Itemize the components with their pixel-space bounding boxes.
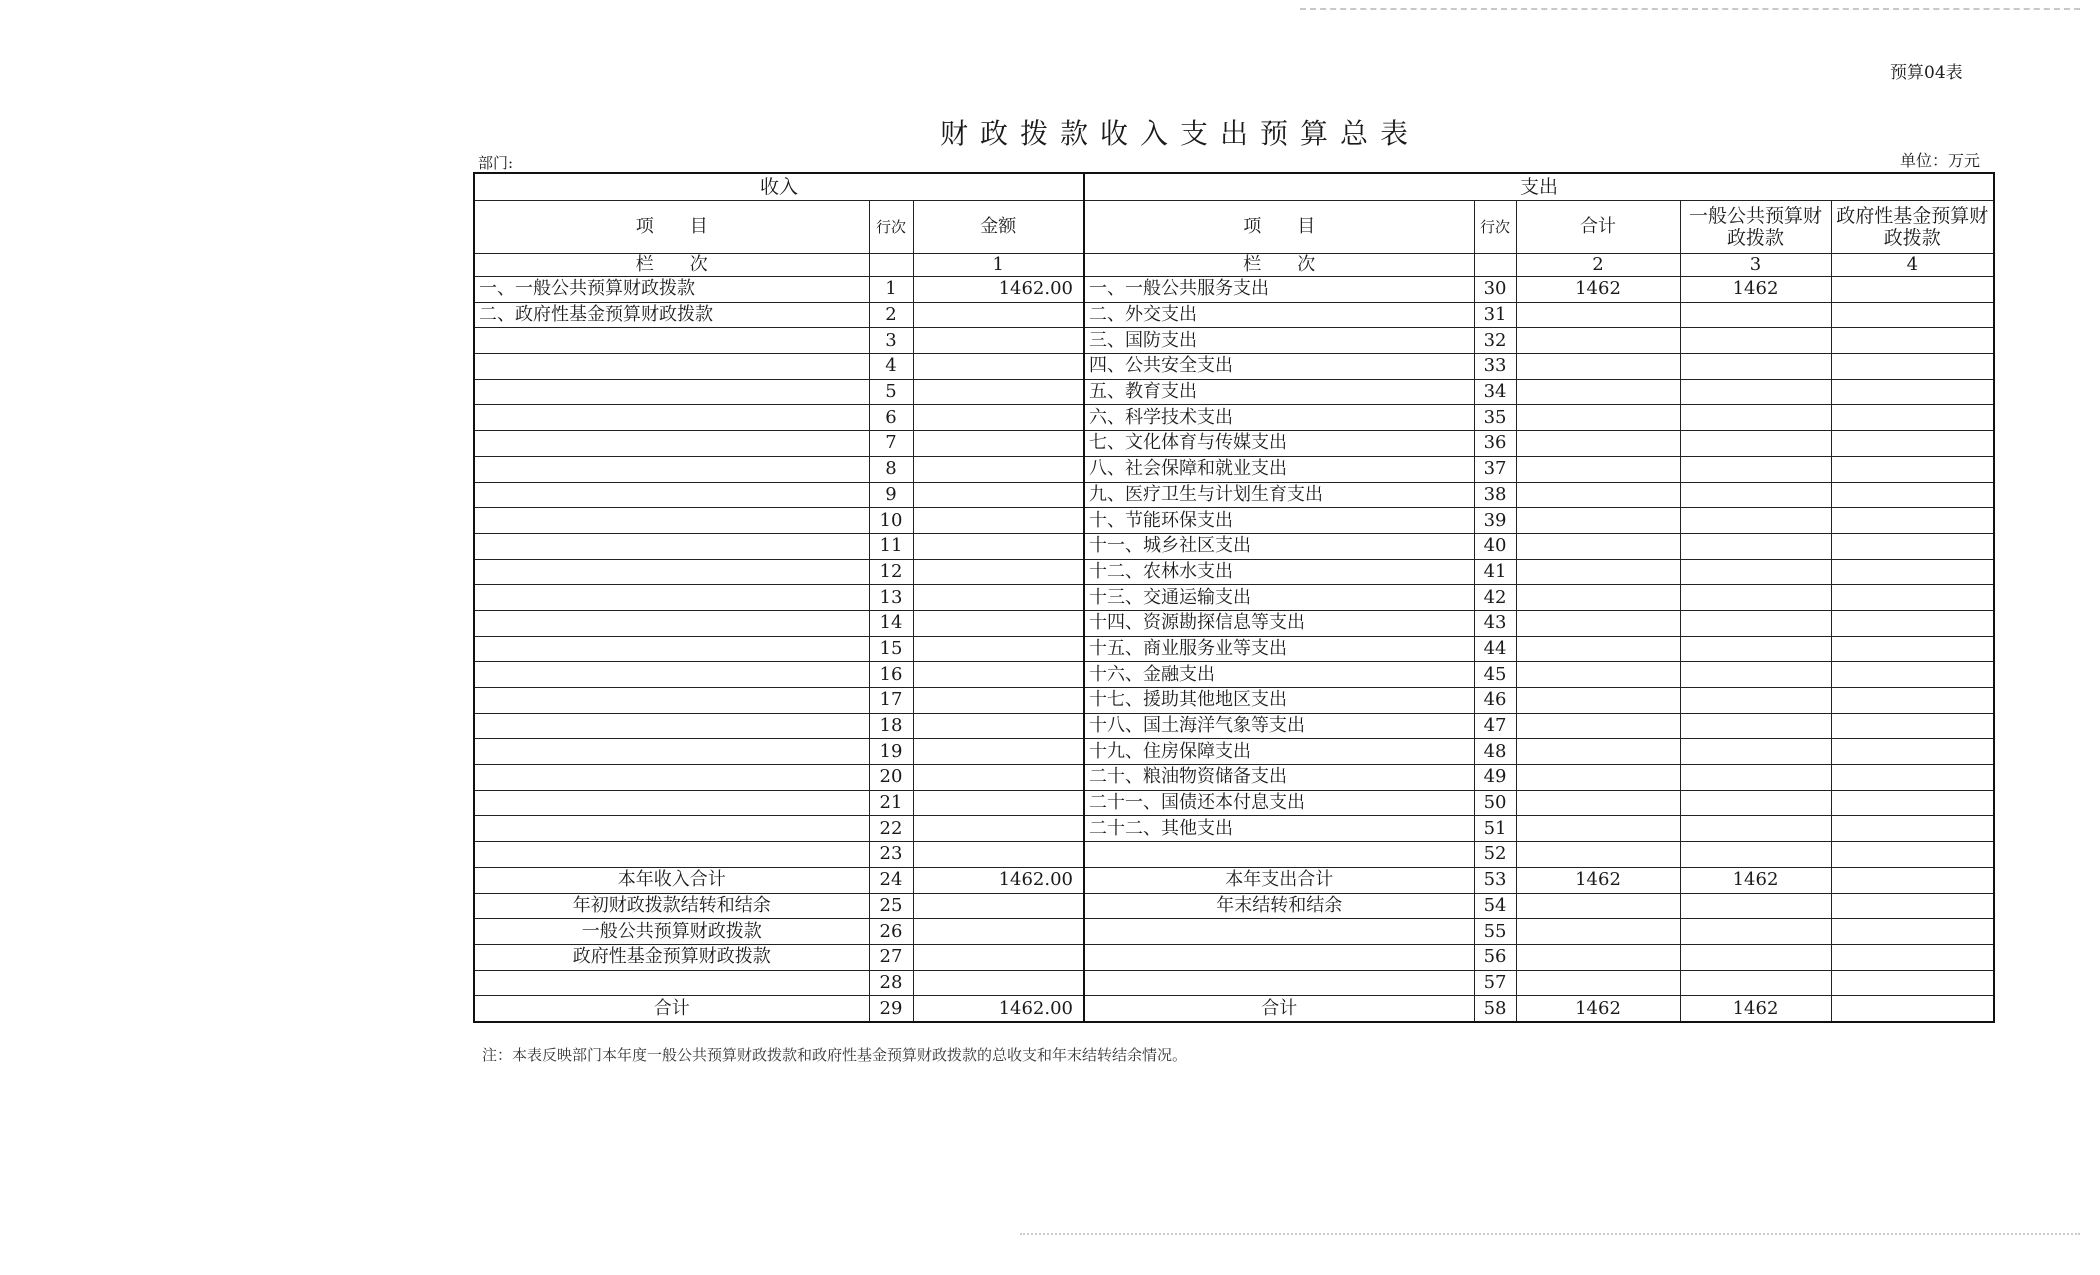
income-row-no-cell: 16 — [869, 662, 913, 688]
summary-row — [474, 893, 1994, 919]
income-item-cell — [474, 559, 869, 585]
income-row-no-cell: 20 — [869, 765, 913, 791]
general-budget-cell — [1680, 739, 1831, 765]
fund-budget-cell — [1831, 559, 1994, 585]
income-item-cell — [474, 354, 869, 380]
table-row — [474, 405, 1994, 431]
table-row — [474, 790, 1994, 816]
expense-row-no-cell: 51 — [1474, 816, 1516, 842]
income-amount-cell — [913, 636, 1084, 662]
footnote: 注：本表反映部门本年度一般公共预算财政拨款和政府性基金预算财政拨款的总收支和年末结转结余情况。 — [482, 1046, 1188, 1064]
expense-item-cell: 二、外交支出 — [1084, 302, 1474, 328]
fund-budget-cell — [1831, 636, 1994, 662]
expense-row-no-cell: 57 — [1474, 970, 1516, 996]
scan-edge-top — [1300, 8, 2080, 10]
expense-item-cell — [1084, 842, 1474, 868]
total-cell — [1516, 893, 1680, 919]
total-cell — [1516, 328, 1680, 354]
income-amount-cell — [913, 405, 1084, 431]
income-item-cell — [474, 816, 869, 842]
total-cell — [1516, 379, 1680, 405]
table-row — [474, 842, 1994, 868]
general-budget-cell — [1680, 816, 1831, 842]
expense-item-cell: 十、节能环保支出 — [1084, 508, 1474, 534]
expense-row-no-cell: 40 — [1474, 533, 1516, 559]
total-cell — [1516, 585, 1680, 611]
income-item-cell: 一般公共预算财政拨款 — [474, 919, 869, 945]
table-row — [474, 585, 1994, 611]
expense-row-no-cell: 31 — [1474, 302, 1516, 328]
income-amount-cell — [913, 893, 1084, 919]
fund-budget-cell — [1831, 893, 1994, 919]
total-cell — [1516, 636, 1680, 662]
total-cell: 1462 — [1516, 867, 1680, 893]
general-budget-cell — [1680, 944, 1831, 970]
expense-row-no-cell: 43 — [1474, 610, 1516, 636]
general-budget-cell — [1680, 688, 1831, 714]
expense-item-cell: 十五、商业服务业等支出 — [1084, 636, 1474, 662]
income-item-cell — [474, 405, 869, 431]
table-row — [474, 302, 1994, 328]
general-budget-cell — [1680, 328, 1831, 354]
table-row — [474, 431, 1994, 457]
table-row — [474, 508, 1994, 534]
fund-budget-cell — [1831, 302, 1994, 328]
income-row-no-cell: 17 — [869, 688, 913, 714]
expense-item-cell — [1084, 970, 1474, 996]
expense-item-cell: 本年支出合计 — [1084, 867, 1474, 893]
colnum-label-income: 栏 次 — [474, 254, 869, 277]
income-amount-cell — [913, 354, 1084, 380]
total-cell — [1516, 688, 1680, 714]
income-row-no-cell: 28 — [869, 970, 913, 996]
table-row — [474, 354, 1994, 380]
income-row-no-cell: 5 — [869, 379, 913, 405]
expense-item-cell: 年末结转和结余 — [1084, 893, 1474, 919]
expense-item-cell: 合计 — [1084, 996, 1474, 1022]
general-budget-cell — [1680, 610, 1831, 636]
table-row — [474, 379, 1994, 405]
general-budget-cell — [1680, 790, 1831, 816]
summary-row — [474, 996, 1994, 1022]
income-row-no-cell: 27 — [869, 944, 913, 970]
income-row-no-cell: 7 — [869, 431, 913, 457]
total-cell — [1516, 431, 1680, 457]
total-cell — [1516, 790, 1680, 816]
income-item-cell — [474, 482, 869, 508]
general-budget-cell — [1680, 713, 1831, 739]
expense-row-no-cell: 54 — [1474, 893, 1516, 919]
income-item-cell: 二、政府性基金预算财政拨款 — [474, 302, 869, 328]
general-budget-cell — [1680, 636, 1831, 662]
general-budget-cell — [1680, 431, 1831, 457]
general-budget-cell: 1462 — [1680, 867, 1831, 893]
table-row — [474, 277, 1994, 303]
income-amount-cell — [913, 970, 1084, 996]
income-row-no-cell: 1 — [869, 277, 913, 303]
expense-row-no-cell: 58 — [1474, 996, 1516, 1022]
expense-item-cell: 三、国防支出 — [1084, 328, 1474, 354]
col-fund-budget: 政府性基金预算财政拨款 — [1831, 201, 1994, 254]
income-item-cell — [474, 970, 869, 996]
fund-budget-cell — [1831, 867, 1994, 893]
table-row — [474, 816, 1994, 842]
table-row — [474, 328, 1994, 354]
fund-budget-cell — [1831, 610, 1994, 636]
income-amount-cell — [913, 662, 1084, 688]
fund-budget-cell — [1831, 585, 1994, 611]
colnum-blank-expense — [1474, 254, 1516, 277]
income-amount-cell: 1462.00 — [913, 996, 1084, 1022]
income-amount-cell — [913, 431, 1084, 457]
fund-budget-cell — [1831, 662, 1994, 688]
expense-item-cell: 二十二、其他支出 — [1084, 816, 1474, 842]
general-budget-cell — [1680, 893, 1831, 919]
expense-item-cell: 十三、交通运输支出 — [1084, 585, 1474, 611]
income-row-no-cell: 18 — [869, 713, 913, 739]
expense-item-cell — [1084, 919, 1474, 945]
fund-budget-cell — [1831, 713, 1994, 739]
income-row-no-cell: 13 — [869, 585, 913, 611]
expense-row-no-cell: 33 — [1474, 354, 1516, 380]
fund-budget-cell — [1831, 379, 1994, 405]
income-row-no-cell: 26 — [869, 919, 913, 945]
general-budget-cell — [1680, 405, 1831, 431]
income-item-cell — [474, 842, 869, 868]
table-row — [474, 636, 1994, 662]
total-cell — [1516, 816, 1680, 842]
total-cell — [1516, 662, 1680, 688]
income-amount-cell — [913, 585, 1084, 611]
income-amount-cell — [913, 688, 1084, 714]
income-item-cell — [474, 379, 869, 405]
income-row-no-cell: 12 — [869, 559, 913, 585]
expense-item-cell: 十四、资源勘探信息等支出 — [1084, 610, 1474, 636]
fund-budget-cell — [1831, 790, 1994, 816]
colnum-amount: 1 — [913, 254, 1084, 277]
expense-row-no-cell: 44 — [1474, 636, 1516, 662]
expense-item-cell: 五、教育支出 — [1084, 379, 1474, 405]
expense-item-cell: 二十、粮油物资储备支出 — [1084, 765, 1474, 791]
income-row-no-cell: 21 — [869, 790, 913, 816]
income-item-cell — [474, 533, 869, 559]
col-income-amount: 金额 — [913, 201, 1084, 254]
income-item-cell — [474, 739, 869, 765]
table-row — [474, 662, 1994, 688]
fund-budget-cell — [1831, 688, 1994, 714]
expense-row-no-cell: 53 — [1474, 867, 1516, 893]
fund-budget-cell — [1831, 482, 1994, 508]
income-amount-cell — [913, 302, 1084, 328]
income-row-no-cell: 3 — [869, 328, 913, 354]
col-expense-item: 项 目 — [1084, 201, 1474, 254]
fund-budget-cell — [1831, 970, 1994, 996]
fund-budget-cell — [1831, 456, 1994, 482]
colnum-fund: 4 — [1831, 254, 1994, 277]
expense-item-cell — [1084, 944, 1474, 970]
col-total: 合计 — [1516, 201, 1680, 254]
income-row-no-cell: 19 — [869, 739, 913, 765]
department-label: 部门: — [478, 154, 514, 172]
column-header-row — [474, 201, 1994, 254]
total-cell — [1516, 765, 1680, 791]
col-general-budget: 一般公共预算财政拨款 — [1680, 201, 1831, 254]
expense-row-no-cell: 30 — [1474, 277, 1516, 303]
fund-budget-cell — [1831, 919, 1994, 945]
general-budget-cell — [1680, 533, 1831, 559]
general-budget-cell — [1680, 585, 1831, 611]
income-item-cell — [474, 610, 869, 636]
expense-row-no-cell: 42 — [1474, 585, 1516, 611]
budget-table — [473, 172, 1995, 1023]
income-amount-cell — [913, 842, 1084, 868]
summary-row — [474, 970, 1994, 996]
expense-row-no-cell: 49 — [1474, 765, 1516, 791]
total-cell — [1516, 970, 1680, 996]
expense-row-no-cell: 56 — [1474, 944, 1516, 970]
income-amount-cell: 1462.00 — [913, 277, 1084, 303]
expense-row-no-cell: 55 — [1474, 919, 1516, 945]
expense-row-no-cell: 37 — [1474, 456, 1516, 482]
fund-budget-cell — [1831, 765, 1994, 791]
expense-item-cell: 六、科学技术支出 — [1084, 405, 1474, 431]
expense-row-no-cell: 39 — [1474, 508, 1516, 534]
table-row — [474, 456, 1994, 482]
income-header: 收入 — [474, 173, 1084, 201]
table-row — [474, 739, 1994, 765]
income-item-cell: 本年收入合计 — [474, 867, 869, 893]
income-item-cell — [474, 688, 869, 714]
total-cell — [1516, 559, 1680, 585]
income-row-no-cell: 14 — [869, 610, 913, 636]
expense-header: 支出 — [1084, 173, 1994, 201]
general-budget-cell: 1462 — [1680, 277, 1831, 303]
table-row — [474, 559, 1994, 585]
total-cell: 1462 — [1516, 277, 1680, 303]
general-budget-cell — [1680, 842, 1831, 868]
total-cell: 1462 — [1516, 996, 1680, 1022]
total-cell — [1516, 533, 1680, 559]
income-row-no-cell: 22 — [869, 816, 913, 842]
income-amount-cell — [913, 610, 1084, 636]
income-item-cell — [474, 328, 869, 354]
income-row-no-cell: 24 — [869, 867, 913, 893]
expense-item-cell: 七、文化体育与传媒支出 — [1084, 431, 1474, 457]
expense-row-no-cell: 34 — [1474, 379, 1516, 405]
income-amount-cell — [913, 739, 1084, 765]
fund-budget-cell — [1831, 277, 1994, 303]
fund-budget-cell — [1831, 944, 1994, 970]
general-budget-cell — [1680, 970, 1831, 996]
expense-item-cell: 四、公共安全支出 — [1084, 354, 1474, 380]
income-amount-cell — [913, 482, 1084, 508]
expense-row-no-cell: 35 — [1474, 405, 1516, 431]
fund-budget-cell — [1831, 816, 1994, 842]
colnum-general: 3 — [1680, 254, 1831, 277]
unit-label: 单位：万元 — [1900, 151, 1981, 170]
table-row — [474, 610, 1994, 636]
general-budget-cell — [1680, 765, 1831, 791]
col-income-item: 项 目 — [474, 201, 869, 254]
total-cell — [1516, 354, 1680, 380]
income-amount-cell — [913, 713, 1084, 739]
fund-budget-cell — [1831, 533, 1994, 559]
expense-item-cell: 十八、国土海洋气象等支出 — [1084, 713, 1474, 739]
form-id: 预算04表 — [1890, 63, 1963, 83]
summary-row — [474, 867, 1994, 893]
fund-budget-cell — [1831, 354, 1994, 380]
colnum-total: 2 — [1516, 254, 1680, 277]
total-cell — [1516, 405, 1680, 431]
general-budget-cell: 1462 — [1680, 996, 1831, 1022]
expense-item-cell: 十九、住房保障支出 — [1084, 739, 1474, 765]
expense-row-no-cell: 36 — [1474, 431, 1516, 457]
table-row — [474, 713, 1994, 739]
summary-row — [474, 919, 1994, 945]
income-row-no-cell: 2 — [869, 302, 913, 328]
expense-item-cell: 十一、城乡社区支出 — [1084, 533, 1474, 559]
income-item-cell: 年初财政拨款结转和结余 — [474, 893, 869, 919]
expense-row-no-cell: 50 — [1474, 790, 1516, 816]
expense-item-cell: 一、一般公共服务支出 — [1084, 277, 1474, 303]
income-row-no-cell: 15 — [869, 636, 913, 662]
general-budget-cell — [1680, 508, 1831, 534]
income-item-cell: 合计 — [474, 996, 869, 1022]
colnum-label-expense: 栏 次 — [1084, 254, 1474, 277]
income-row-no-cell: 11 — [869, 533, 913, 559]
table-row — [474, 482, 1994, 508]
income-item-cell: 一、一般公共预算财政拨款 — [474, 277, 869, 303]
fund-budget-cell — [1831, 405, 1994, 431]
income-amount-cell — [913, 559, 1084, 585]
general-budget-cell — [1680, 482, 1831, 508]
total-cell — [1516, 739, 1680, 765]
general-budget-cell — [1680, 456, 1831, 482]
general-budget-cell — [1680, 379, 1831, 405]
fund-budget-cell — [1831, 328, 1994, 354]
income-row-no-cell: 4 — [869, 354, 913, 380]
expense-row-no-cell: 48 — [1474, 739, 1516, 765]
income-amount-cell — [913, 328, 1084, 354]
expense-row-no-cell: 38 — [1474, 482, 1516, 508]
scan-edge-bottom — [1020, 1233, 2080, 1235]
table-row — [474, 688, 1994, 714]
income-row-no-cell: 8 — [869, 456, 913, 482]
income-item-cell — [474, 636, 869, 662]
income-amount-cell — [913, 533, 1084, 559]
total-cell — [1516, 842, 1680, 868]
table-row — [474, 533, 1994, 559]
income-amount-cell — [913, 816, 1084, 842]
general-budget-cell — [1680, 559, 1831, 585]
total-cell — [1516, 944, 1680, 970]
income-row-no-cell: 6 — [869, 405, 913, 431]
expense-item-cell: 十七、援助其他地区支出 — [1084, 688, 1474, 714]
total-cell — [1516, 302, 1680, 328]
section-header-row — [474, 173, 1994, 201]
expense-row-no-cell: 47 — [1474, 713, 1516, 739]
total-cell — [1516, 508, 1680, 534]
col-expense-row-no: 行次 — [1474, 201, 1516, 254]
fund-budget-cell — [1831, 739, 1994, 765]
expense-item-cell: 十二、农林水支出 — [1084, 559, 1474, 585]
page-title: 财政拨款收入支出预算总表 — [939, 117, 1420, 150]
income-row-no-cell: 23 — [869, 842, 913, 868]
income-item-cell — [474, 713, 869, 739]
income-amount-cell — [913, 379, 1084, 405]
total-cell — [1516, 456, 1680, 482]
col-income-row-no: 行次 — [869, 201, 913, 254]
income-item-cell — [474, 790, 869, 816]
general-budget-cell — [1680, 354, 1831, 380]
income-row-no-cell: 29 — [869, 996, 913, 1022]
fund-budget-cell — [1831, 431, 1994, 457]
summary-row — [474, 944, 1994, 970]
fund-budget-cell — [1831, 996, 1994, 1022]
expense-row-no-cell: 46 — [1474, 688, 1516, 714]
expense-row-no-cell: 41 — [1474, 559, 1516, 585]
income-item-cell — [474, 508, 869, 534]
fund-budget-cell — [1831, 842, 1994, 868]
income-amount-cell — [913, 508, 1084, 534]
income-item-cell: 政府性基金预算财政拨款 — [474, 944, 869, 970]
income-item-cell — [474, 765, 869, 791]
income-row-no-cell: 10 — [869, 508, 913, 534]
income-row-no-cell: 9 — [869, 482, 913, 508]
expense-row-no-cell: 45 — [1474, 662, 1516, 688]
general-budget-cell — [1680, 302, 1831, 328]
expense-row-no-cell: 52 — [1474, 842, 1516, 868]
expense-item-cell: 十六、金融支出 — [1084, 662, 1474, 688]
colnum-blank-income — [869, 254, 913, 277]
column-number-row — [474, 254, 1994, 277]
income-amount-cell — [913, 919, 1084, 945]
total-cell — [1516, 482, 1680, 508]
total-cell — [1516, 713, 1680, 739]
general-budget-cell — [1680, 919, 1831, 945]
income-amount-cell — [913, 944, 1084, 970]
income-amount-cell: 1462.00 — [913, 867, 1084, 893]
general-budget-cell — [1680, 662, 1831, 688]
income-amount-cell — [913, 456, 1084, 482]
income-item-cell — [474, 662, 869, 688]
income-amount-cell — [913, 765, 1084, 791]
income-item-cell — [474, 585, 869, 611]
table-row — [474, 765, 1994, 791]
expense-row-no-cell: 32 — [1474, 328, 1516, 354]
expense-item-cell: 八、社会保障和就业支出 — [1084, 456, 1474, 482]
total-cell — [1516, 610, 1680, 636]
fund-budget-cell — [1831, 508, 1994, 534]
income-amount-cell — [913, 790, 1084, 816]
income-item-cell — [474, 456, 869, 482]
expense-item-cell: 二十一、国债还本付息支出 — [1084, 790, 1474, 816]
income-item-cell — [474, 431, 869, 457]
income-row-no-cell: 25 — [869, 893, 913, 919]
expense-item-cell: 九、医疗卫生与计划生育支出 — [1084, 482, 1474, 508]
total-cell — [1516, 919, 1680, 945]
